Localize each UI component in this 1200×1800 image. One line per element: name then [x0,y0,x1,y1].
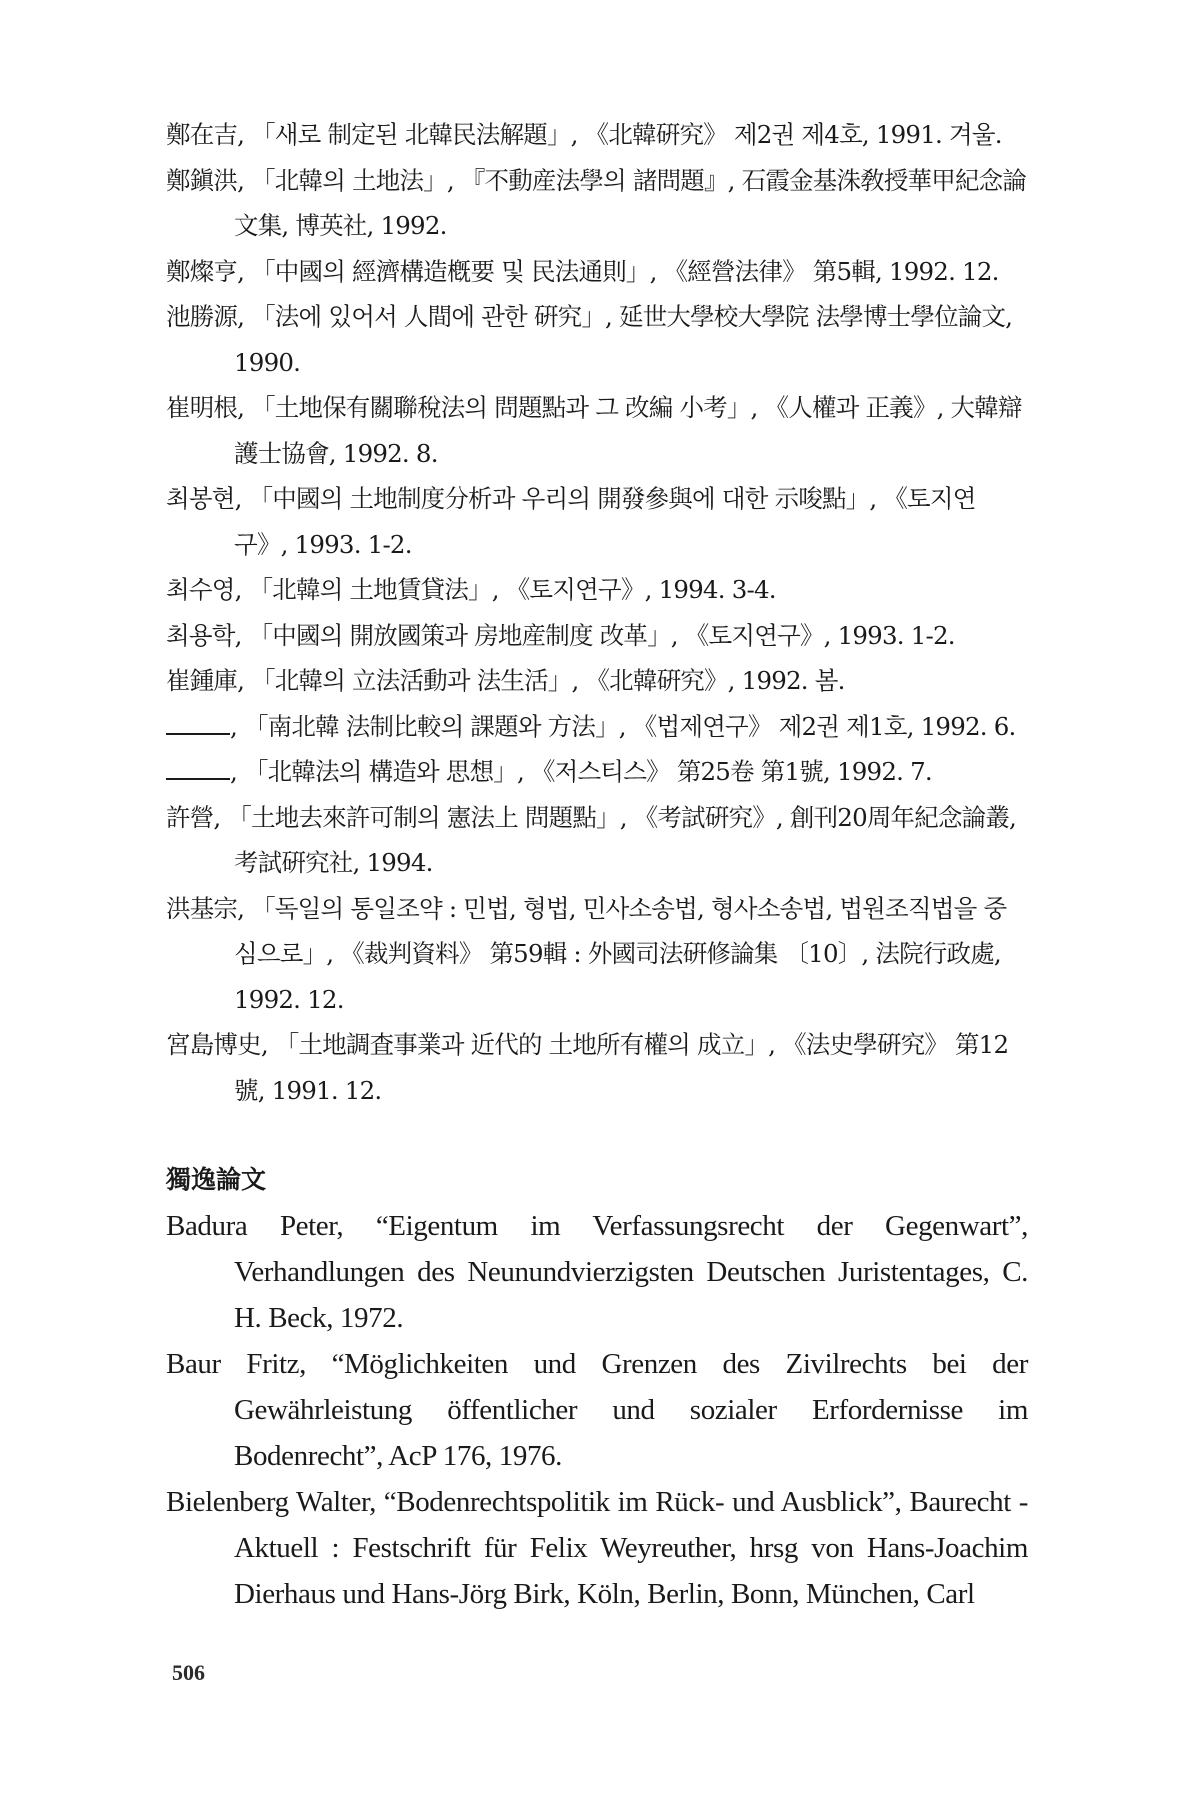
reference-entry: 최봉현, 「中國의 土地制度分析과 우리의 開發參與에 대한 示唆點」, 《토지연구》, 1993. 1-2. [166,484,976,559]
german-reference-list [166,1203,1028,1617]
reference-entry: Bielenberg Walter, “Bodenrechtspolitik im Rück- und Ausblick”, Baurecht -Aktuell : Festschrift für Felix Weyreuther, hrsg von Hans-Joachim Dierhaus und Hans-Jörg Birk, Köln, Berlin, Bonn, München, Carl [166,1486,1028,1610]
reference-entry: 池勝源, 「法에 있어서 人間에 관한 硏究」, 延世大學校大學院 法學博士學位論文, 1990. [166,302,1013,377]
reference-entry: Baur Fritz, “Möglichkeiten und Grenzen des Zivilrechts bei der Gewährleistung öffentlicher und sozialer Erfordernisse im Bodenrecht”, AcP 176, 1976. [166,1348,1028,1472]
reference-entry: 최용학, 「中國의 開放國策과 房地産制度 改革」, 《토지연구》, 1993. 1-2. [166,620,955,650]
reference-entry: 鄭在吉, 「새로 制定된 北韓民法解題」, 《北韓硏究》 제2권 제4호, 1991. 겨울. [166,120,1002,149]
reference-entry: 崔鍾庫, 「北韓의 立法活動과 法生活」, 《北韓硏究》, 1992. 봄. [166,666,845,695]
korean-reference-list [166,112,1028,1113]
reference-author: 鄭燦亨 [166,256,238,286]
reference-author: 池勝源 [166,302,238,331]
reference-author: 최용학 [166,620,235,650]
reference-text: 「새로 制定된 北韓民法解題」, 《北韓硏究》 제2권 제4호, 1991. 겨울. [251,120,1002,149]
reference-text: 「法에 있어서 人間에 관한 硏究」, 延世大學校大學院 法學博士學位論文, 1990. [234,302,1013,377]
reference-text: 「南北韓 法制比較의 課題와 方法」, 《법제연구》 제2권 제1호, 1992. 6. [243,711,1016,741]
reference-author: 宮島博史 [166,1030,261,1059]
reference-author: 許營 [166,802,214,832]
reference-text: 「北韓의 土地法」, 『不動産法學의 諸問題』, 石霞金基洙敎授華甲紀念論文集, 博英社, 1992. [234,165,1027,240]
reference-entry: 鄭燦亨, 「中國의 經濟構造槪要 및 民法通則」, 《經營法律》 第5輯, 1992. 12. [166,256,999,286]
reference-author: 崔鍾庫 [166,666,238,695]
reference-text: 「中國의 經濟構造槪要 및 民法通則」, 《經營法律》 第5輯, 1992. 12. [251,256,999,286]
same-author-dash [166,758,230,780]
reference-entry: 최수영, 「北韓의 土地賃貸法」, 《토지연구》, 1994. 3-4. [166,575,776,604]
reference-text: 「北韓의 土地賃貸法」, 《토지연구》, 1994. 3-4. [248,575,776,604]
reference-entry: 鄭鎭洪, 「北韓의 土地法」, 『不動産法學의 諸問題』, 石霞金基洙敎授華甲紀念論文集, 博英社, 1992. [166,165,1027,240]
page-number: 506 [172,1660,205,1685]
reference-author: 洪基宗 [166,893,238,923]
reference-entry: 崔明根, 「土地保有關聯稅法의 問題點과 그 改編 小考」, 《人權과 正義》, 大韓辯護士協會, 1992. 8. [166,393,1022,468]
reference-text: 「北韓의 立法活動과 法生活」, 《北韓硏究》, 1992. 봄. [251,666,845,695]
bibliography-page [166,112,1028,1617]
reference-entry: , 「南北韓 法制比較의 課題와 方法」, 《법제연구》 제2권 제1호, 1992. 6. [166,704,1028,750]
reference-text: 「土地保有關聯稅法의 問題點과 그 改編 小考」, 《人權과 正義》, 大韓辯護士協會, 1992. 8. [234,393,1022,468]
reference-entry: 許營, 「土地去來許可制의 憲法上 問題點」, 《考試硏究》, 創刊20周年紀念論叢, 考試硏究社, 1994. [166,802,1017,877]
reference-entry: Badura Peter, “Eigentum im Verfassungsrecht der Gegenwart”, Verhandlungen des Neunundvierzigsten Deutschen Juristentages, C. H. Beck, 1972. [166,1210,1028,1334]
reference-entry: 洪基宗, 「독일의 통일조약 : 민법, 형법, 민사소송법, 형사소송법, 법원조직법을 중심으로」, 《裁判資料》 第59輯 : 外國司法硏修論集 〔10〕, 法院行政處, 1992. 12. [166,893,1007,1014]
reference-entry: , 「北韓法의 構造와 思想」, 《저스티스》 第25卷 第1號, 1992. 7. [166,749,1028,795]
reference-author: 鄭在吉 [166,120,238,149]
reference-text: 「北韓法의 構造와 思想」, 《저스티스》 第25卷 第1號, 1992. 7. [243,757,932,786]
reference-author: 鄭鎭洪 [166,165,238,195]
reference-author: 최봉현 [166,484,235,513]
reference-text: 「中國의 開放國策과 房地産制度 改革」, 《토지연구》, 1993. 1-2. [248,620,955,650]
reference-text: 「土地調査事業과 近代的 土地所有權의 成立」, 《法史學硏究》 第12號, 1991. 12. [234,1030,1009,1105]
reference-entry: 宮島博史, 「土地調査事業과 近代的 土地所有權의 成立」, 《法史學硏究》 第12號, 1991. 12. [166,1030,1009,1105]
reference-text: 「독일의 통일조약 : 민법, 형법, 민사소송법, 형사소송법, 법원조직법을 중심으로」, 《裁判資料》 第59輯 : 外國司法硏修論集 〔10〕, 法院行政處, 1992. 12. [234,893,1007,1014]
reference-text: 「土地去來許可制의 憲法上 問題點」, 《考試硏究》, 創刊20周年紀念論叢, 考試硏究社, 1994. [227,802,1017,877]
same-author-dash [166,713,230,735]
reference-author: 최수영 [166,575,235,604]
reference-text: 「中國의 土地制度分析과 우리의 開發參與에 대한 示唆點」, 《토지연구》, 1993. 1-2. [234,484,976,559]
reference-author: 崔明根 [166,393,238,422]
section-heading: 獨逸論文 [166,1165,267,1194]
